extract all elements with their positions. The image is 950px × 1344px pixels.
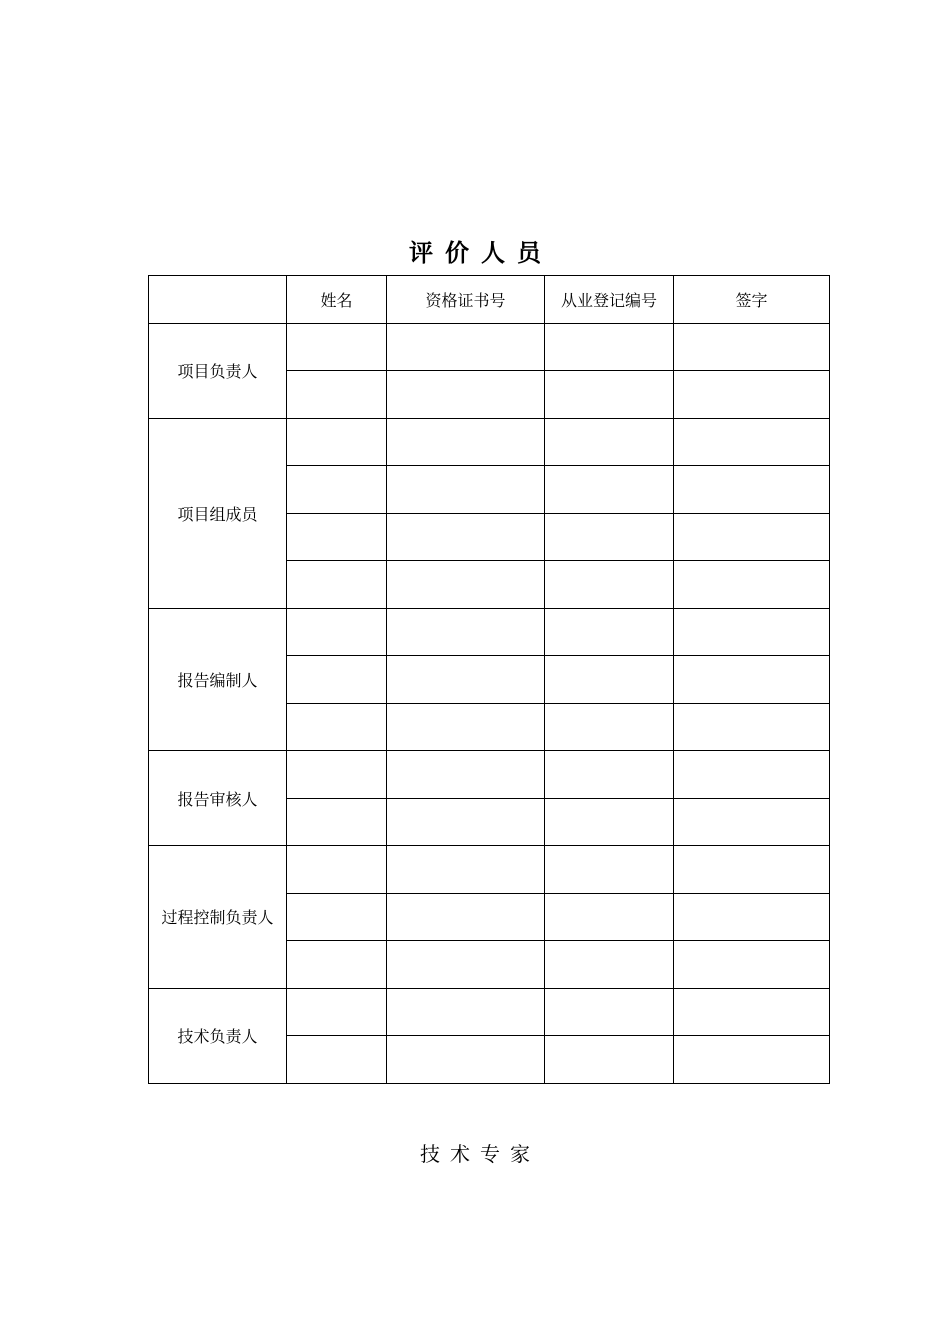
certificate-number-cell: [387, 323, 545, 371]
registration-number-cell: [545, 608, 674, 656]
signature-cell: [674, 608, 830, 656]
name-cell: [287, 418, 387, 466]
certificate-number-cell: [387, 1036, 545, 1084]
role-cell: 过程控制负责人: [149, 846, 287, 989]
name-cell: [287, 893, 387, 941]
role-cell: 项目负责人: [149, 323, 287, 418]
signature-cell: [674, 323, 830, 371]
table-row: [149, 846, 830, 894]
signature-cell: [674, 846, 830, 894]
technical-experts-heading: 技术专家: [420, 1142, 540, 1166]
signature-cell: [674, 513, 830, 561]
certificate-number-cell: [387, 988, 545, 1036]
registration-number-cell: [545, 418, 674, 466]
table-row: [149, 418, 830, 466]
name-cell: [287, 846, 387, 894]
evaluation-staff-table: [148, 275, 830, 1084]
registration-number-cell: [545, 466, 674, 514]
registration-number-cell: [545, 988, 674, 1036]
name-cell: [287, 798, 387, 846]
name-cell: [287, 371, 387, 419]
name-cell: [287, 656, 387, 704]
certificate-number-cell: [387, 418, 545, 466]
registration-number-cell: [545, 798, 674, 846]
role-cell: 技术负责人: [149, 988, 287, 1083]
name-cell: [287, 703, 387, 751]
name-cell: [287, 466, 387, 514]
certificate-number-cell: [387, 941, 545, 989]
role-cell: 报告编制人: [149, 608, 287, 751]
signature-cell: [674, 561, 830, 609]
table-body: [149, 323, 830, 1083]
table-header-row: [149, 276, 830, 324]
name-cell: [287, 608, 387, 656]
signature-cell: [674, 798, 830, 846]
certificate-number-cell: [387, 703, 545, 751]
table-row: [149, 988, 830, 1036]
name-cell: [287, 751, 387, 799]
registration-number-cell: [545, 703, 674, 751]
registration-number-cell: [545, 893, 674, 941]
certificate-number-cell: [387, 751, 545, 799]
signature-cell: [674, 656, 830, 704]
signature-cell: [674, 941, 830, 989]
name-cell: [287, 561, 387, 609]
header-role: [149, 276, 287, 324]
table-row: [149, 608, 830, 656]
certificate-number-cell: [387, 656, 545, 704]
certificate-number-cell: [387, 513, 545, 561]
role-cell: 项目组成员: [149, 418, 287, 608]
registration-number-cell: [545, 751, 674, 799]
signature-cell: [674, 371, 830, 419]
signature-cell: [674, 1036, 830, 1084]
name-cell: [287, 988, 387, 1036]
certificate-number-cell: [387, 608, 545, 656]
signature-cell: [674, 988, 830, 1036]
certificate-number-cell: [387, 466, 545, 514]
registration-number-cell: [545, 561, 674, 609]
signature-cell: [674, 751, 830, 799]
name-cell: [287, 323, 387, 371]
certificate-number-cell: [387, 561, 545, 609]
role-cell: 报告审核人: [149, 751, 287, 846]
table-row: [149, 751, 830, 799]
registration-number-cell: [545, 1036, 674, 1084]
name-cell: [287, 1036, 387, 1084]
certificate-number-cell: [387, 846, 545, 894]
registration-number-cell: [545, 656, 674, 704]
signature-cell: [674, 893, 830, 941]
registration-number-cell: [545, 371, 674, 419]
signature-cell: [674, 418, 830, 466]
registration-number-cell: [545, 941, 674, 989]
certificate-number-cell: [387, 798, 545, 846]
header-registration-number: 从业登记编号: [545, 276, 674, 324]
registration-number-cell: [545, 846, 674, 894]
table-row: [149, 323, 830, 371]
signature-cell: [674, 466, 830, 514]
page-title: 评价人员: [409, 238, 553, 267]
registration-number-cell: [545, 513, 674, 561]
signature-cell: [674, 703, 830, 751]
name-cell: [287, 941, 387, 989]
certificate-number-cell: [387, 893, 545, 941]
certificate-number-cell: [387, 371, 545, 419]
header-certificate-number: 资格证书号: [387, 276, 545, 324]
name-cell: [287, 513, 387, 561]
header-signature: 签字: [674, 276, 830, 324]
registration-number-cell: [545, 323, 674, 371]
header-name: 姓名: [287, 276, 387, 324]
